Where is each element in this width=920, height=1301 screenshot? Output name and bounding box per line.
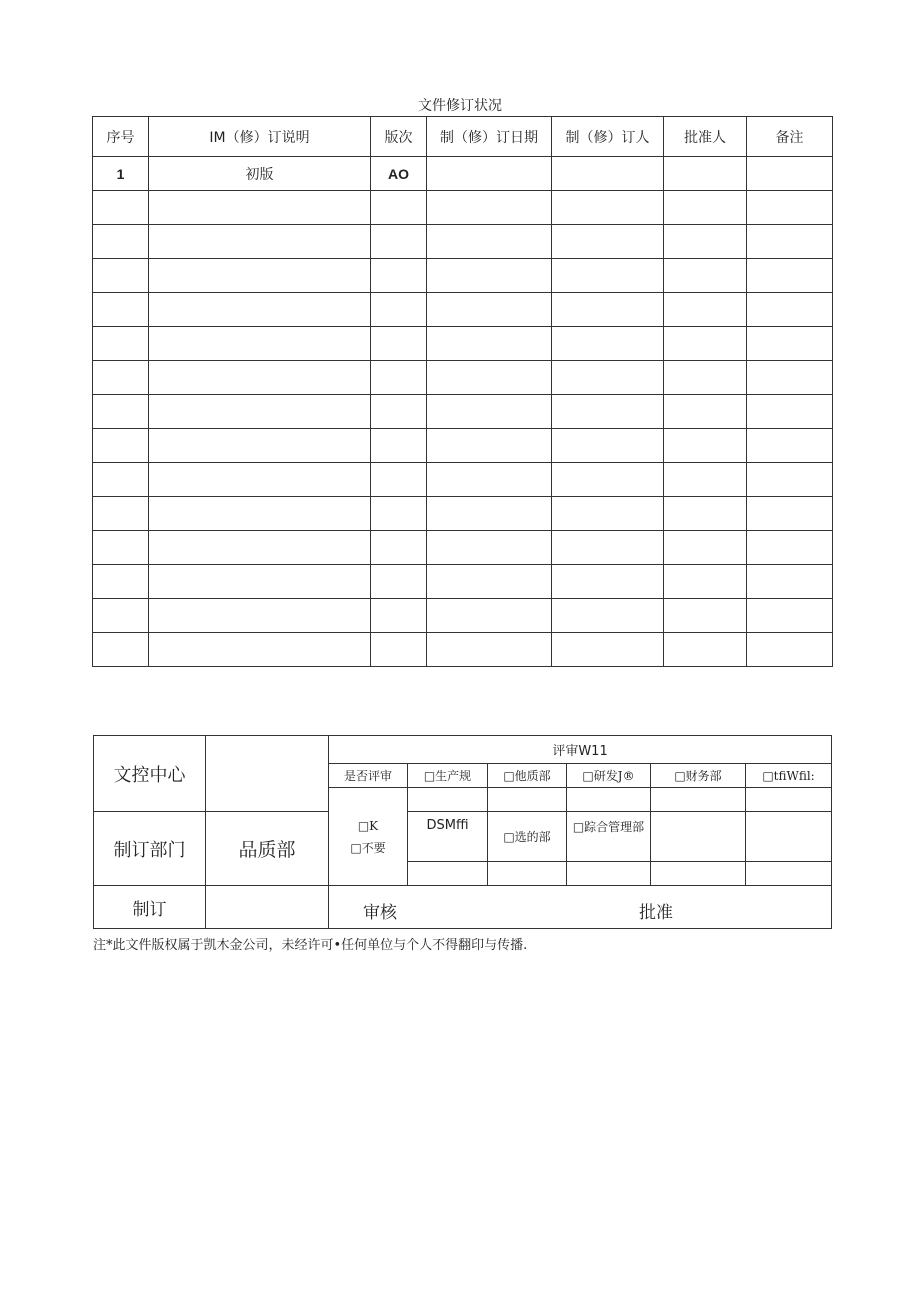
table-row [93,531,833,565]
review-cell [746,788,832,812]
cell-approver [664,157,747,191]
table-cell [427,259,552,293]
cell-seq: 1 [93,157,149,191]
table-cell [149,327,371,361]
table-cell [371,259,427,293]
review-cell [488,862,567,886]
table-row [93,429,833,463]
review-col-other: □tfiWfil: [746,764,832,788]
table-cell [149,395,371,429]
revision-header-row [93,117,833,157]
table-cell [427,531,552,565]
review-cell [408,862,488,886]
table-row [93,395,833,429]
table-cell [93,191,149,225]
table-cell [93,361,149,395]
table-cell [93,463,149,497]
table-cell [747,565,833,599]
table-cell [747,225,833,259]
review-option-yes: □K [357,818,379,833]
table-cell [371,225,427,259]
table-row [93,633,833,667]
table-cell [149,191,371,225]
table-cell [664,293,747,327]
table-cell [747,633,833,667]
table-cell [93,225,149,259]
cell-remark [747,157,833,191]
table-cell [552,259,664,293]
table-cell [93,395,149,429]
table-cell [552,395,664,429]
header-remark: 备注 [747,117,833,157]
review-dept-selected: □选的部 [488,812,567,862]
revision-title: 文件修订状况 [418,98,502,114]
table-row [93,191,833,225]
table-cell [664,429,747,463]
table-row [93,327,833,361]
table-row [93,293,833,327]
doc-center-value [206,736,329,812]
footer-signatures [329,886,832,929]
table-cell [149,429,371,463]
review-cell [651,788,746,812]
table-cell [371,191,427,225]
table-cell [427,395,552,429]
table-cell [371,599,427,633]
table-cell [427,361,552,395]
table-cell [371,633,427,667]
table-cell [93,497,149,531]
review-cell [746,862,832,886]
table-cell [552,531,664,565]
table-cell [747,361,833,395]
table-cell [664,191,747,225]
table-cell [747,599,833,633]
table-cell [371,497,427,531]
review-cell [567,788,651,812]
dept-value: 品质部 [206,812,329,886]
review-dept-dsm: DSMffi [408,812,488,862]
table-cell [747,259,833,293]
table-cell [371,429,427,463]
table-cell [93,259,149,293]
table-cell [747,463,833,497]
table-cell [427,633,552,667]
table-row [93,463,833,497]
table-cell [371,293,427,327]
table-cell [149,361,371,395]
table-cell [93,327,149,361]
cell-author [552,157,664,191]
review-cell [488,788,567,812]
review-cell [746,812,832,862]
table-cell [149,225,371,259]
cell-date [427,157,552,191]
review-header: 评审W11 [329,736,832,764]
table-row [93,497,833,531]
table-cell [371,565,427,599]
review-col-quality: □他质部 [488,764,567,788]
table-cell [747,395,833,429]
copyright-note: 注*此文件版权属于凯木金公司，未经许可•任何单位与个人不得翻印与传播. [93,938,528,953]
table-cell [552,599,664,633]
table-cell [93,293,149,327]
header-seq: 序号 [93,117,149,157]
revision-table [92,116,833,667]
table-cell [664,259,747,293]
table-cell [664,497,747,531]
table-cell [552,191,664,225]
review-col-whether: 是否评审 [329,764,408,788]
review-col-finance: □财务部 [651,764,746,788]
review-col-rnd: □研发J® [567,764,651,788]
table-cell [149,259,371,293]
table-cell [552,327,664,361]
table-cell [149,599,371,633]
review-option-no: □不要 [350,840,386,855]
table-cell [149,463,371,497]
footer-make-label: 制订 [94,886,206,929]
table-cell [371,463,427,497]
review-col-production: □生产规 [408,764,488,788]
table-cell [427,429,552,463]
table-cell [747,327,833,361]
table-cell [93,599,149,633]
table-cell [93,565,149,599]
dept-label: 制订部门 [94,812,206,886]
table-cell [371,395,427,429]
table-cell [747,531,833,565]
table-cell [664,225,747,259]
header-date: 制（修）订日期 [427,117,552,157]
table-cell [747,293,833,327]
table-cell [427,327,552,361]
review-option-cell [329,788,408,886]
table-row [93,565,833,599]
footer-review-label: 审核 [363,903,397,923]
table-cell [664,633,747,667]
header-desc: IM（修）订说明 [149,117,371,157]
review-cell [651,862,746,886]
table-row [93,361,833,395]
table-cell [427,191,552,225]
table-row [93,259,833,293]
empty-rows [93,191,833,667]
table-cell [664,395,747,429]
table-cell [149,633,371,667]
table-cell [427,497,552,531]
table-cell [427,599,552,633]
table-cell [664,565,747,599]
review-cell [651,812,746,862]
table-cell [664,463,747,497]
table-cell [552,225,664,259]
table-row [93,599,833,633]
cell-version: AO [371,157,427,191]
table-cell [371,531,427,565]
table-cell [427,565,552,599]
review-dept-admin: □踪合管理部 [567,812,651,862]
table-cell [552,565,664,599]
table-cell [93,429,149,463]
doc-center-label: 文控中心 [94,736,206,812]
table-row [93,157,833,191]
table-cell [664,361,747,395]
table-cell [552,497,664,531]
header-author: 制（修）订人 [552,117,664,157]
table-cell [149,497,371,531]
table-cell [747,497,833,531]
table-row [93,225,833,259]
table-cell [149,565,371,599]
table-cell [93,531,149,565]
review-cell [567,862,651,886]
table-cell [552,293,664,327]
table-cell [552,633,664,667]
footer-approve-label: 批准 [639,903,673,923]
table-cell [427,293,552,327]
table-cell [149,293,371,327]
table-cell [371,361,427,395]
header-approver: 批准人 [664,117,747,157]
table-cell [664,531,747,565]
table-cell [552,361,664,395]
table-cell [427,463,552,497]
table-cell [664,599,747,633]
footer-make-value [206,886,329,929]
table-cell [747,429,833,463]
control-table [93,735,832,929]
table-cell [149,531,371,565]
table-cell [552,429,664,463]
table-cell [664,327,747,361]
table-cell [552,463,664,497]
table-cell [747,191,833,225]
header-version: 版次 [371,117,427,157]
table-cell [93,633,149,667]
table-cell [371,327,427,361]
cell-desc: 初版 [149,157,371,191]
review-cell [408,788,488,812]
table-cell [427,225,552,259]
